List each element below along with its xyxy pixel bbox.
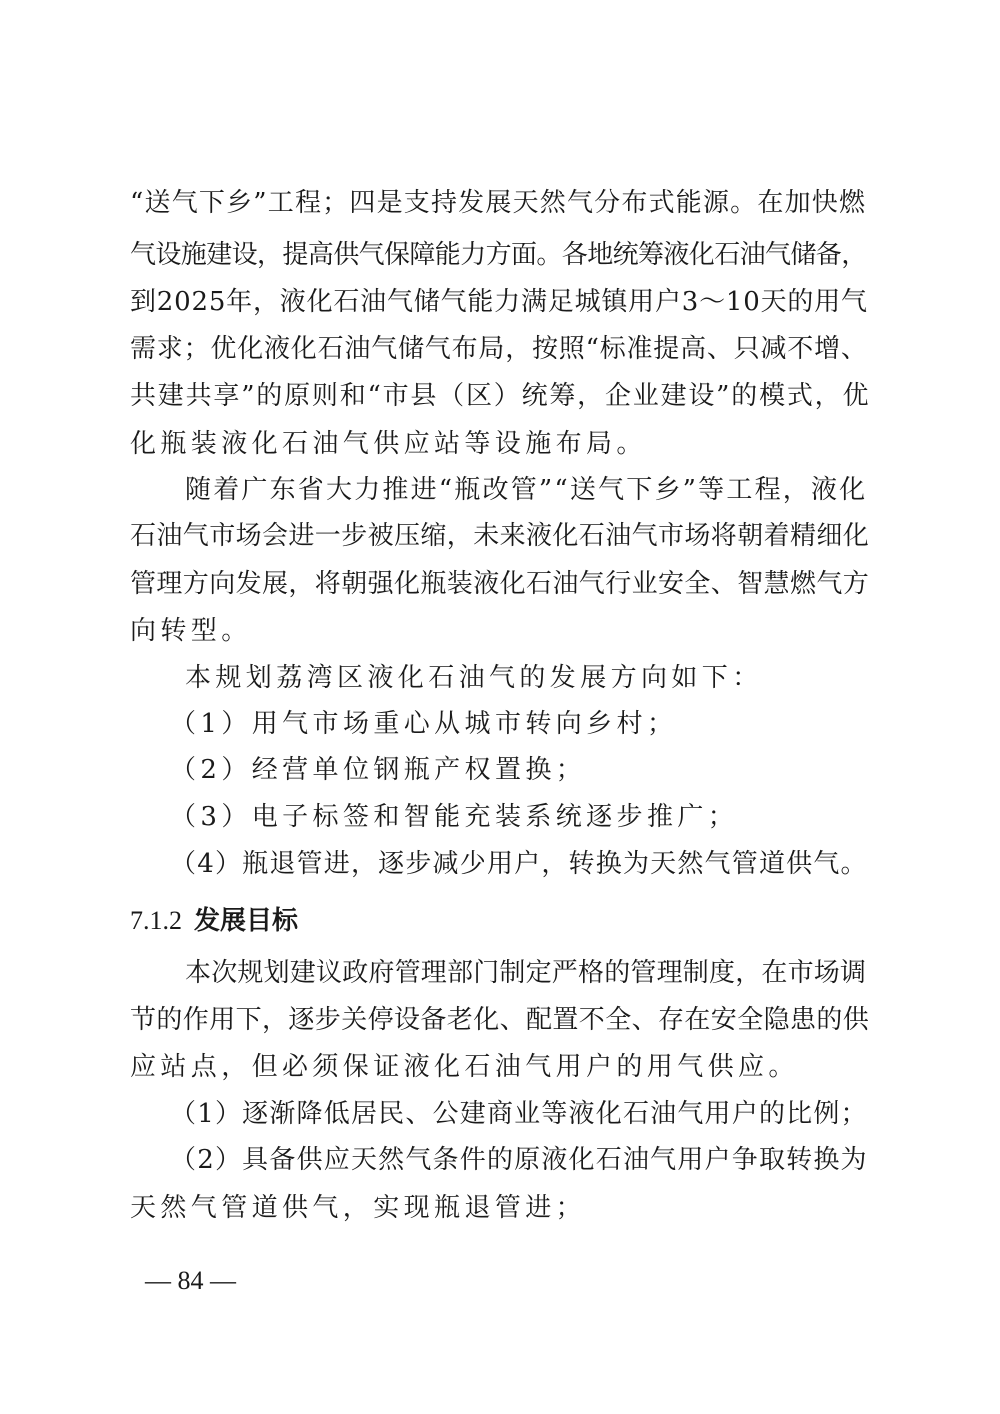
text-line: 管理方向发展，将朝强化瓶装液化石油气行业安全、智慧燃气方 [130, 569, 870, 599]
text-line: 共建共享”的原则和“市县（区）统筹，企业建设”的模式，优 [130, 381, 871, 411]
section-title: 发展目标 [194, 906, 299, 936]
text-line: “送气下乡”工程；四是支持发展天然气分布式能源。在加快燃 [130, 188, 867, 218]
text-line: 节的作用下，逐步关停设备老化、配置不全、存在安全隐患的供 [130, 1005, 870, 1035]
list-item: （4）瓶退管进，逐步减少用户，转换为天然气管道供气。 [170, 849, 868, 879]
page-number: — 84 — [145, 1266, 236, 1295]
section-number: 7.1.2 [130, 906, 182, 935]
text-line: 应站点，但必须保证液化石油气用户的用气供应。 [130, 1052, 799, 1082]
text-line: 气设施建设，提高供气保障能力方面。各地统筹液化石油气储备， [130, 240, 867, 270]
text-line: 随着广东省大力推进“瓶改管”“送气下乡”等工程，液化 [185, 475, 868, 505]
list-item: （3）电子标签和智能充装系统逐步推广； [170, 802, 739, 832]
text-line: 需求；优化液化石油气储气布局，按照“标准提高、只减不增、 [130, 334, 868, 364]
text-line: 本规划荔湾区液化石油气的发展方向如下： [185, 663, 763, 693]
list-item: （1）逐渐降低居民、公建商业等液化石油气用户的比例； [170, 1099, 868, 1129]
list-item: （1）用气市场重心从城市转向乡村； [170, 709, 678, 739]
list-item: （2）具备供应天然气条件的原液化石油气用户争取转换为 [170, 1145, 868, 1175]
text-line: 石油气市场会进一步被压缩，未来液化石油气市场将朝着精细化 [130, 521, 870, 551]
text-line: 向转型。 [130, 616, 252, 646]
text-line: 本次规划建议政府管理部门制定严格的管理制度，在市场调 [185, 958, 867, 988]
text-line: 天然气管道供气，实现瓶退管进； [130, 1193, 587, 1223]
text-line: 到2025年，液化石油气储气能力满足城镇用户3～10天的用气 [130, 287, 868, 317]
section-heading [130, 903, 298, 939]
list-item: （2）经营单位钢瓶产权置换； [170, 755, 587, 785]
text-line: 化瓶装液化石油气供应站等设施布局。 [130, 429, 647, 459]
